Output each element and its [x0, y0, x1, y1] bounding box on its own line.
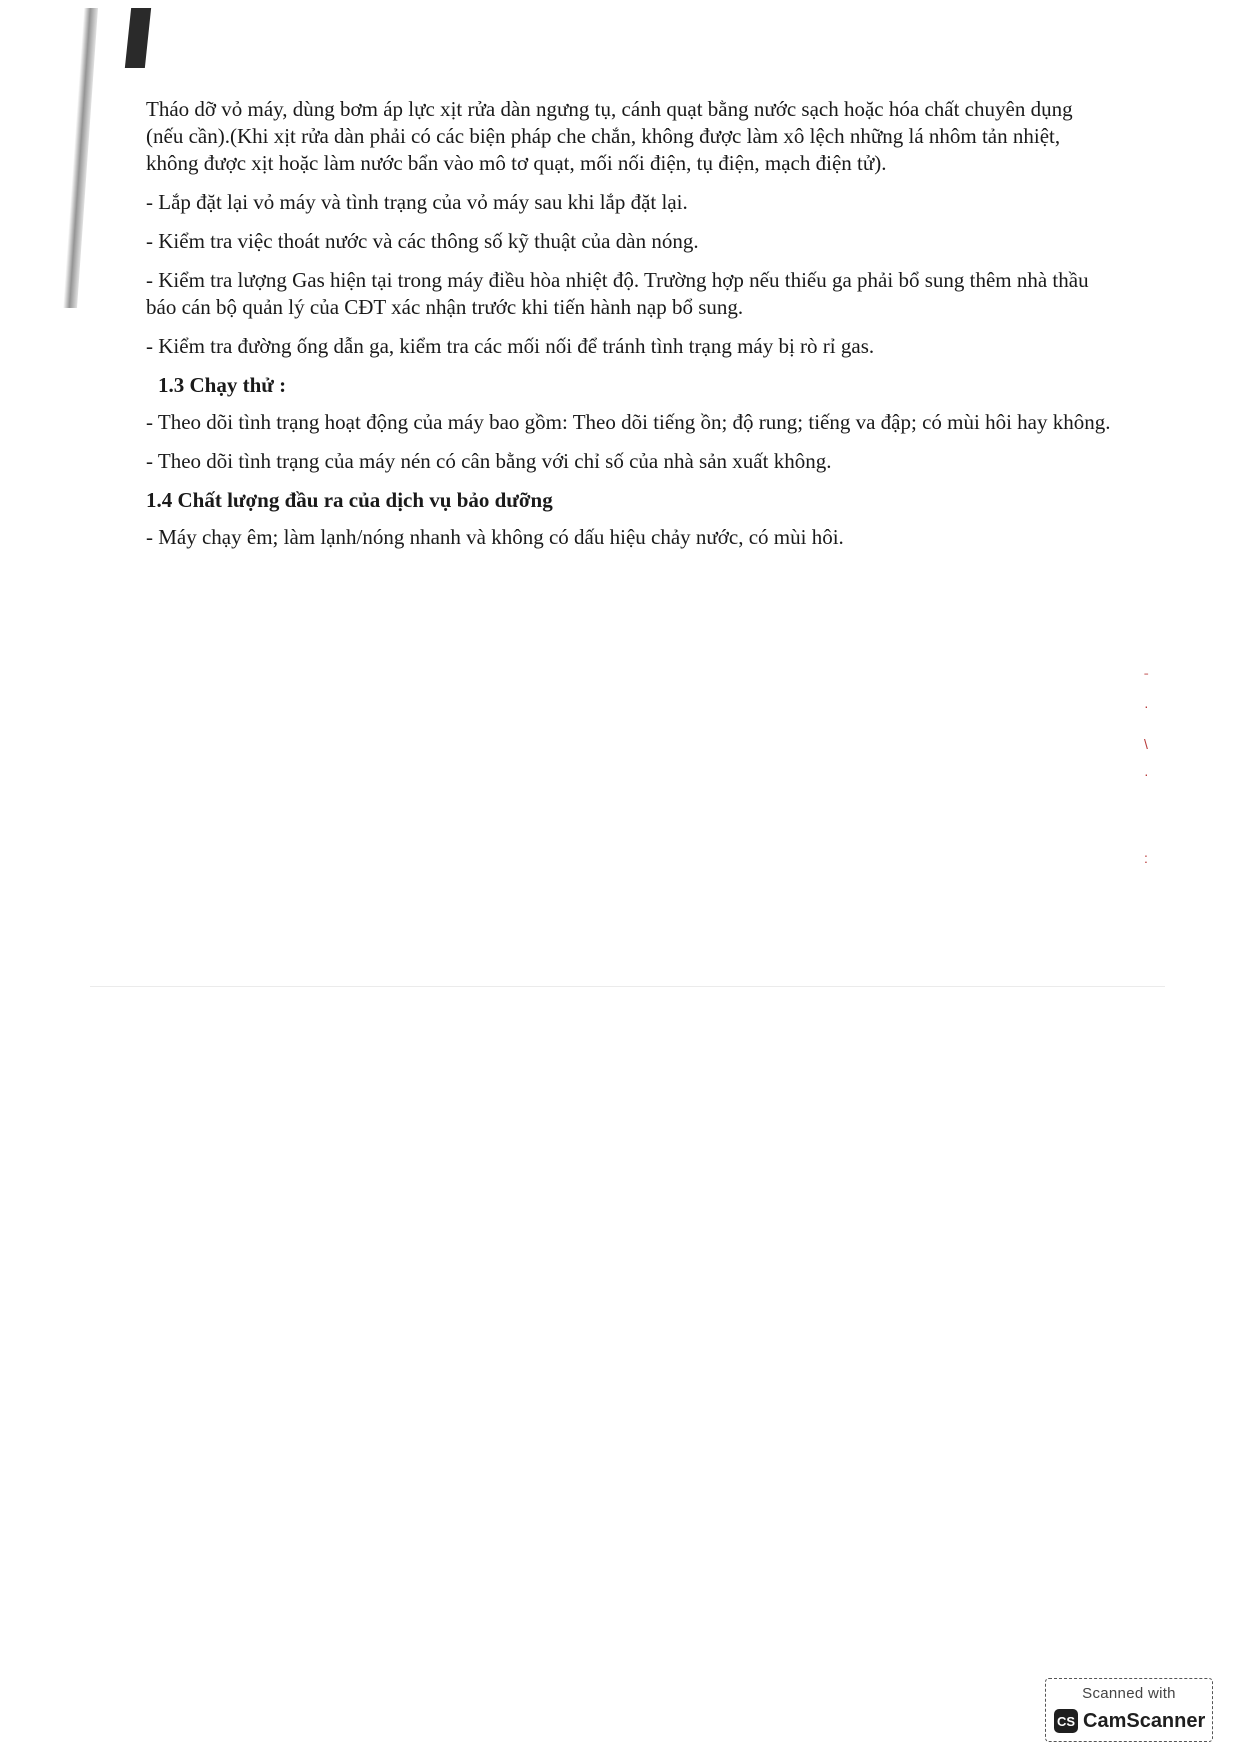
camscanner-brand [1054, 1709, 1205, 1733]
scan-edge-marks: ˉ · \ · : [1144, 670, 1149, 866]
scan-fold-line [90, 986, 1165, 987]
paragraph-disassemble: Tháo dỡ vỏ máy, dùng bơm áp lực xịt rửa dàn ngưng tụ, cánh quạt bằng nước sạch hoặc hóa chất chuyên dụng (nếu cần).(Khi xịt rửa dàn phải có các biện pháp che chắn, không được làm xô lệch những lá nhôm tản nhiệt, không được xịt hoặc làm nước bẩn vào mô tơ quạt, mối nối điện, tụ điện, mạch điện tử). [146, 97, 1073, 175]
paragraph-pipe-check: - Kiểm tra đường ống dẫn ga, kiểm tra các mối nối để tránh tình trạng máy bị rò rỉ gas. [146, 334, 875, 358]
section-heading-test-run: 1.3 Chạy thử : [158, 373, 287, 397]
document-body [146, 96, 1114, 563]
scanned-with-label: Scanned with [1082, 1685, 1176, 1702]
camscanner-watermark [1045, 1678, 1213, 1742]
paragraph-reassemble: - Lắp đặt lại vỏ máy và tình trạng của vỏ máy sau khi lắp đặt lại. [146, 190, 688, 214]
list-item: - Theo dõi tình trạng hoạt động của máy bao gồm: Theo dõi tiếng ồn; độ rung; tiếng va đập; có mùi hôi hay không. [146, 410, 1111, 434]
scan-shadow-streak [63, 8, 98, 308]
paragraph-gas-check: - Kiểm tra lượng Gas hiện tại trong máy điều hòa nhiệt độ. Trường hợp nếu thiếu ga phải bổ sung thêm nhà thầu báo cán bộ quản lý của CĐT xác nhận trước khi tiến hành nạp bổ sung. [146, 268, 1089, 319]
camscanner-name: CamScanner [1083, 1709, 1206, 1732]
list-item: - Máy chạy êm; làm lạnh/nóng nhanh và không có dấu hiệu chảy nước, có mùi hôi. [146, 525, 844, 549]
scan-shadow-top [125, 8, 151, 68]
list-item: - Theo dõi tình trạng của máy nén có cân bằng với chỉ số của nhà sản xuất không. [146, 449, 832, 473]
paragraph-drainage-check: - Kiểm tra việc thoát nước và các thông số kỹ thuật của dàn nóng. [146, 229, 699, 253]
section-heading-output-quality: 1.4 Chất lượng đầu ra của dịch vụ bảo dưỡng [146, 488, 553, 512]
camscanner-logo-icon: CS [1054, 1709, 1078, 1733]
